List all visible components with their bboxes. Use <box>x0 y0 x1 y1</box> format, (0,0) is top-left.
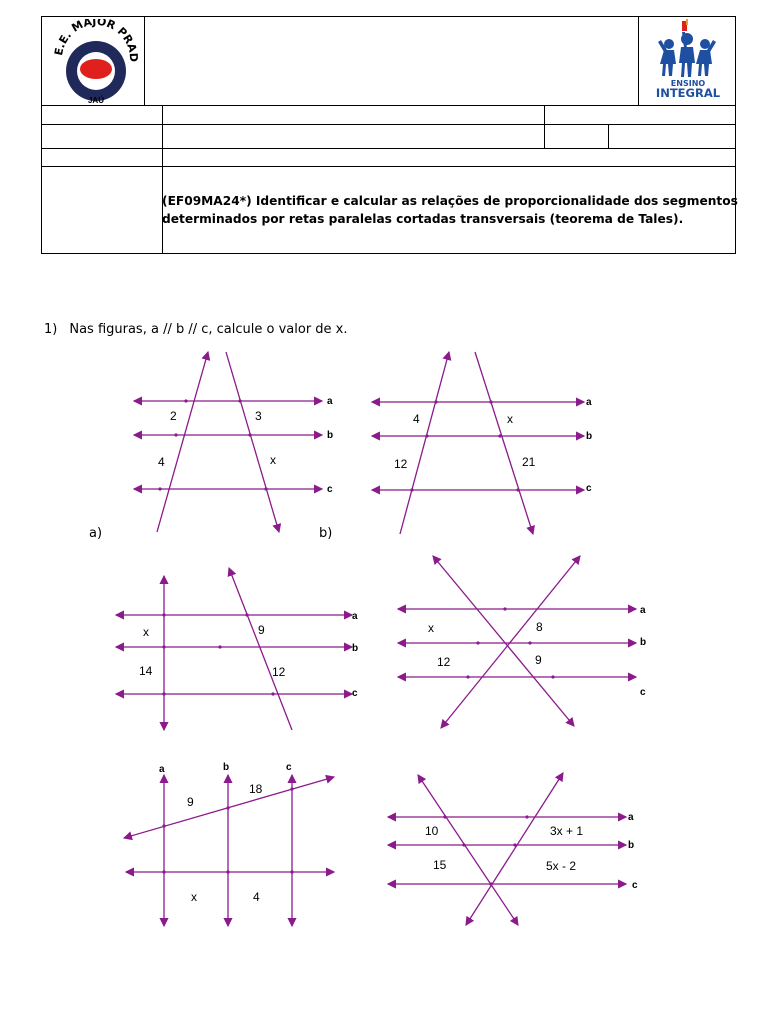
figure-a-caption: a) <box>89 526 103 541</box>
figure-e-value: 4 <box>253 890 260 904</box>
figure-a-label-line-a: a <box>327 396 333 407</box>
figure-b-label-line-a: a <box>586 397 592 408</box>
figure-a-value: 3 <box>255 409 262 423</box>
figure-b <box>372 352 584 534</box>
figure-f-label-line-b: b <box>628 840 635 851</box>
program-logo-line2: INTEGRAL <box>655 86 721 100</box>
figure-c <box>116 568 352 730</box>
figure-f-value: 5x - 2 <box>546 859 577 873</box>
figure-b-value: x <box>507 412 513 426</box>
figure-b-transversal-2 <box>475 352 533 534</box>
figure-a-transversal-2 <box>226 352 279 532</box>
figure-e-value: 18 <box>249 782 263 796</box>
figure-a-transversal-1 <box>157 352 208 532</box>
figure-c-label-line-a: a <box>352 611 358 622</box>
figure-c-label-line-c: c <box>352 688 358 699</box>
figure-b-label-line-b: b <box>586 431 593 442</box>
figure-a-label-line-c: c <box>327 484 333 495</box>
figure-d-value: 8 <box>536 620 543 634</box>
figure-b-label-line-c: c <box>586 483 592 494</box>
figure-f-transversal-2 <box>466 773 563 925</box>
figure-b-caption: b) <box>319 526 333 541</box>
figure-d <box>398 556 636 728</box>
question-number: 1) <box>44 322 58 337</box>
figure-e <box>124 775 334 926</box>
question-text: Nas figuras, a // b // c, calcule o valor de x. <box>69 322 348 337</box>
figure-e-label-line-c: c <box>286 762 292 773</box>
school-logo-arc-text: E.E. MAJOR PRAD <box>52 19 141 63</box>
figure-b-value: 12 <box>394 457 408 471</box>
figure-d-label-line-a: a <box>640 605 646 616</box>
figure-c-value: 14 <box>139 664 153 678</box>
figure-c-value: 12 <box>272 665 286 679</box>
figure-c-transversal-2 <box>229 568 292 730</box>
figure-d-transversal-2 <box>433 556 574 726</box>
figure-d-value: 9 <box>535 653 542 667</box>
skill-line-1: (EF09MA24*) Identificar e calcular as relações de proporcionalidade dos segmentos <box>162 194 738 208</box>
figure-c-label-line-b: b <box>352 643 359 654</box>
figure-f-value: 10 <box>425 824 439 838</box>
figure-d-transversal-1 <box>441 556 580 728</box>
figure-a-value: 2 <box>170 409 177 423</box>
program-logo-line1: ENSINO <box>670 79 706 88</box>
figure-c-value: 9 <box>258 623 265 637</box>
skill-line-2: determinados por retas paralelas cortadas transversais (teorema de Tales). <box>162 212 684 226</box>
figure-a-value: 4 <box>158 455 165 469</box>
figure-d-value: 12 <box>437 655 451 669</box>
school-logo-city: JAÚ <box>87 96 105 105</box>
figure-f-transversal-1 <box>418 775 518 925</box>
figure-a <box>134 352 322 532</box>
figure-d-label-line-c: c <box>640 687 646 698</box>
figure-e-label-line-b: b <box>223 762 230 773</box>
figure-c-value: x <box>143 625 149 639</box>
figure-d-value: x <box>428 621 434 635</box>
figure-d-label-line-b: b <box>640 637 647 648</box>
figure-b-value: 21 <box>522 455 536 469</box>
figure-f-label-line-a: a <box>628 812 634 823</box>
figure-e-label-line-a: a <box>159 764 165 775</box>
figure-f-value: 15 <box>433 858 447 872</box>
figure-e-value: 9 <box>187 795 194 809</box>
figure-f-label-line-c: c <box>632 880 638 891</box>
figure-b-transversal-1 <box>400 352 449 534</box>
figure-a-label-line-b: b <box>327 430 334 441</box>
figure-f-value: 3x + 1 <box>550 824 584 838</box>
figure-f <box>388 773 626 925</box>
figure-e-value: x <box>191 890 197 904</box>
figure-b-value: 4 <box>413 412 420 426</box>
figure-a-value: x <box>270 453 276 467</box>
